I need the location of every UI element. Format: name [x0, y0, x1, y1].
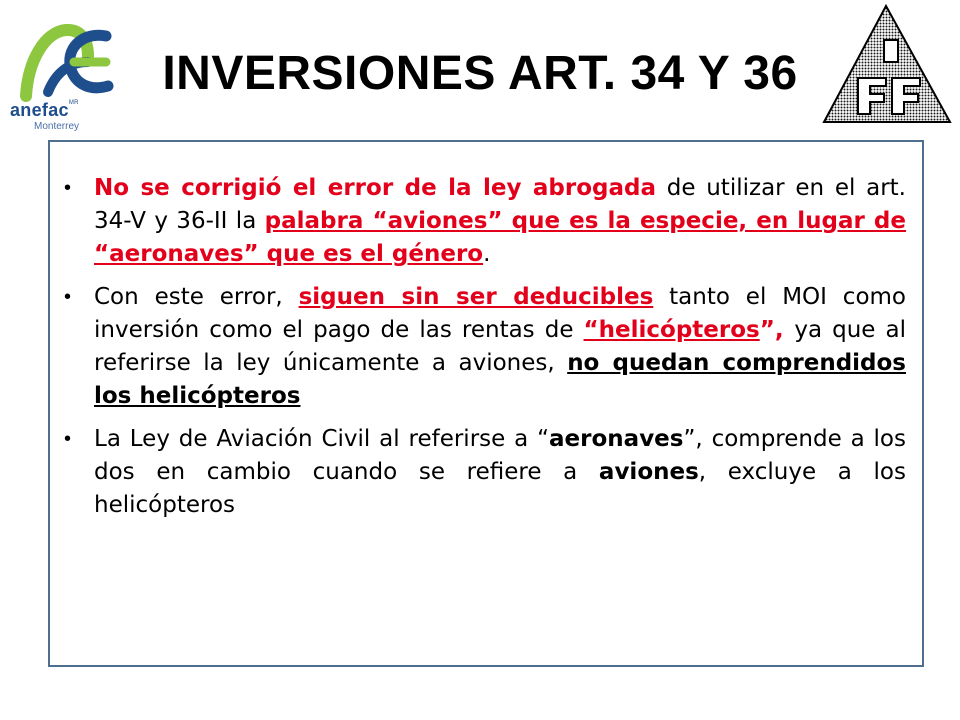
pyramid-logo: [822, 4, 952, 126]
bullet-item: [60, 423, 906, 522]
bullet-segment: palabra “aviones” que es la especie, en lugar de “aeronaves” que es el género: [94, 208, 906, 267]
bullet-segment: de utilizar en el art. 34-V y 36-II la: [94, 175, 906, 234]
anefac-logo: [10, 22, 122, 137]
bullet-segment: no quedan comprendidos los helicópteros: [94, 350, 906, 409]
bullet-marker: •: [64, 428, 72, 450]
bullet-segment: ya que al referirse la ley únicamente a aviones,: [94, 317, 906, 376]
bullet-segment: ”, comprende a los dos en cambio cuando se refiere a: [94, 426, 906, 485]
anefac-emblem-icon: [18, 22, 114, 102]
bullet-segment: No se corrigió el error de la ley abrogada: [94, 175, 656, 201]
bullet-segment: tanto el MOI como inversión como el pago de las rentas de: [94, 284, 906, 343]
bullet-segment: “helicópteros: [583, 317, 760, 343]
bullet-segment: aviones: [598, 459, 699, 485]
logo-trademark: MR: [68, 100, 79, 106]
bullet-list: [60, 172, 906, 532]
bullet-item: [60, 281, 906, 413]
bullet-segment: siguen sin ser deducibles: [298, 284, 654, 310]
logo-city: Monterrey: [34, 121, 80, 132]
bullet-segment: aeronaves: [549, 426, 684, 452]
bullet-segment: ”,: [759, 317, 795, 343]
bullet-segment: Con este error,: [94, 284, 299, 310]
bullet-text: [94, 423, 906, 522]
content-box: [48, 140, 924, 667]
logo-wordmark: [10, 100, 122, 121]
bullet-marker: •: [64, 177, 72, 199]
logo-name: anefac: [10, 100, 69, 120]
bullet-segment: .: [483, 241, 491, 267]
bullet-item: [60, 172, 906, 271]
bullet-segment: , excluye a los helicópteros: [94, 459, 906, 518]
bullet-text: [94, 172, 906, 271]
pyramid-logo-icon: [822, 4, 952, 126]
bullet-marker: •: [64, 286, 72, 308]
bullet-segment: La Ley de Aviación Civil al referirse a “: [94, 426, 550, 452]
bullet-text: [94, 281, 906, 413]
slide-title: INVERSIONES ART. 34 Y 36: [162, 47, 798, 100]
